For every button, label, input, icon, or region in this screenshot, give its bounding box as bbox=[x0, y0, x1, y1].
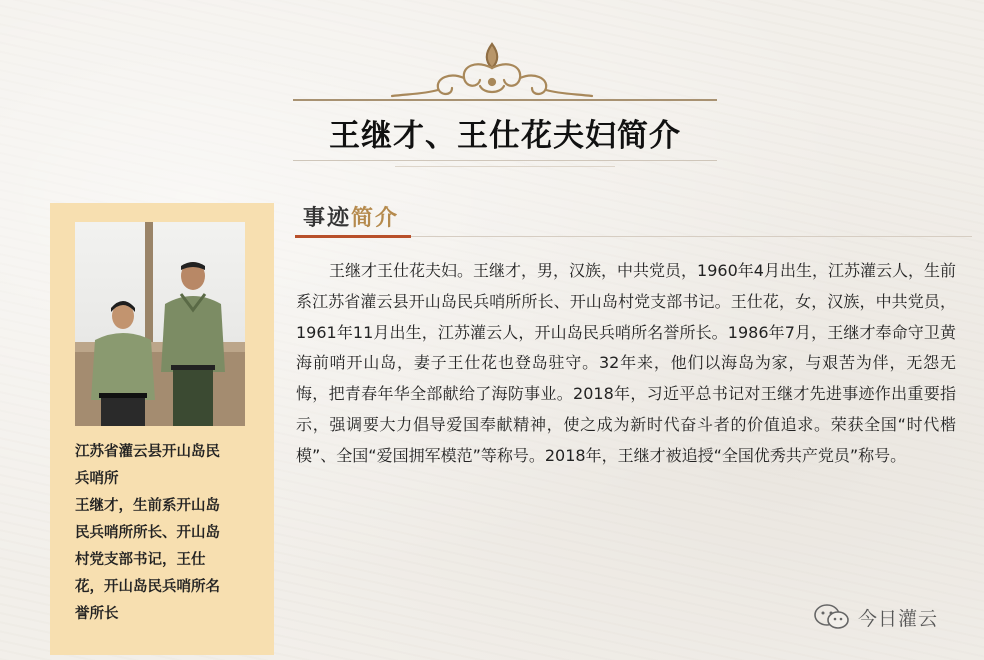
title-rule-top bbox=[293, 99, 717, 101]
watermark-text: 今日灌云 bbox=[858, 607, 939, 630]
caption-line: 兵哨所 bbox=[75, 471, 119, 487]
caption-line: 花，开山岛民兵哨所名 bbox=[75, 579, 220, 595]
bio-paragraph: 王继才王仕花夫妇。王继才，男，汉族，中共党员，1960年4月出生，江苏灌云人，生前系江苏省灌云县开山岛民兵哨所所长、开山岛村党支部书记。王仕花，女，汉族，中共党员，1961年11月出生，江苏灌云人，开山岛民兵哨所名誉所长。1986年7月，王继才奉命守卫黄海前哨开山岛，妻子王仕花也登岛驻守。32年来，他们以海岛为家，与艰苦为伴，无怨无悔，把青春年华全部献给了海防事业。2018年，习近平总书记对王继才先进事迹作出重要指示，强调要大力倡导爱国奉献精神，使之成为新时代奋斗者的价值追求。荣获全国“时代楷模”、全国“爱国拥军模范”等称号。2018年，王继才被追授“全国优秀共产党员”称号。 bbox=[296, 261, 956, 465]
section-heading bbox=[303, 201, 399, 232]
section-heading-part1: 事迹 bbox=[303, 206, 352, 231]
couple-illustration bbox=[75, 222, 245, 426]
profile-card bbox=[50, 203, 274, 655]
section-heading-underline bbox=[295, 235, 411, 238]
title-rule-bottom-short bbox=[395, 166, 615, 167]
bio-text-block bbox=[296, 256, 956, 472]
wechat-icon bbox=[812, 602, 852, 632]
watermark bbox=[812, 602, 938, 632]
page-title: 王继才、王仕花夫妇简介 bbox=[329, 118, 681, 154]
ornament-icon bbox=[380, 38, 604, 104]
photo-caption bbox=[75, 439, 251, 628]
caption-line: 誉所长 bbox=[75, 606, 119, 622]
section-heading-rule bbox=[411, 236, 972, 237]
caption-line: 江苏省灌云县开山岛民 bbox=[75, 444, 220, 460]
section-heading-part2: 简介 bbox=[351, 206, 400, 231]
caption-line: 村党支部书记，王仕 bbox=[75, 552, 206, 568]
caption-line: 王继才，生前系开山岛 bbox=[75, 498, 220, 514]
caption-line: 民兵哨所所长、开山岛 bbox=[75, 525, 220, 541]
title-rule-bottom bbox=[293, 160, 717, 161]
couple-photo bbox=[75, 222, 245, 426]
